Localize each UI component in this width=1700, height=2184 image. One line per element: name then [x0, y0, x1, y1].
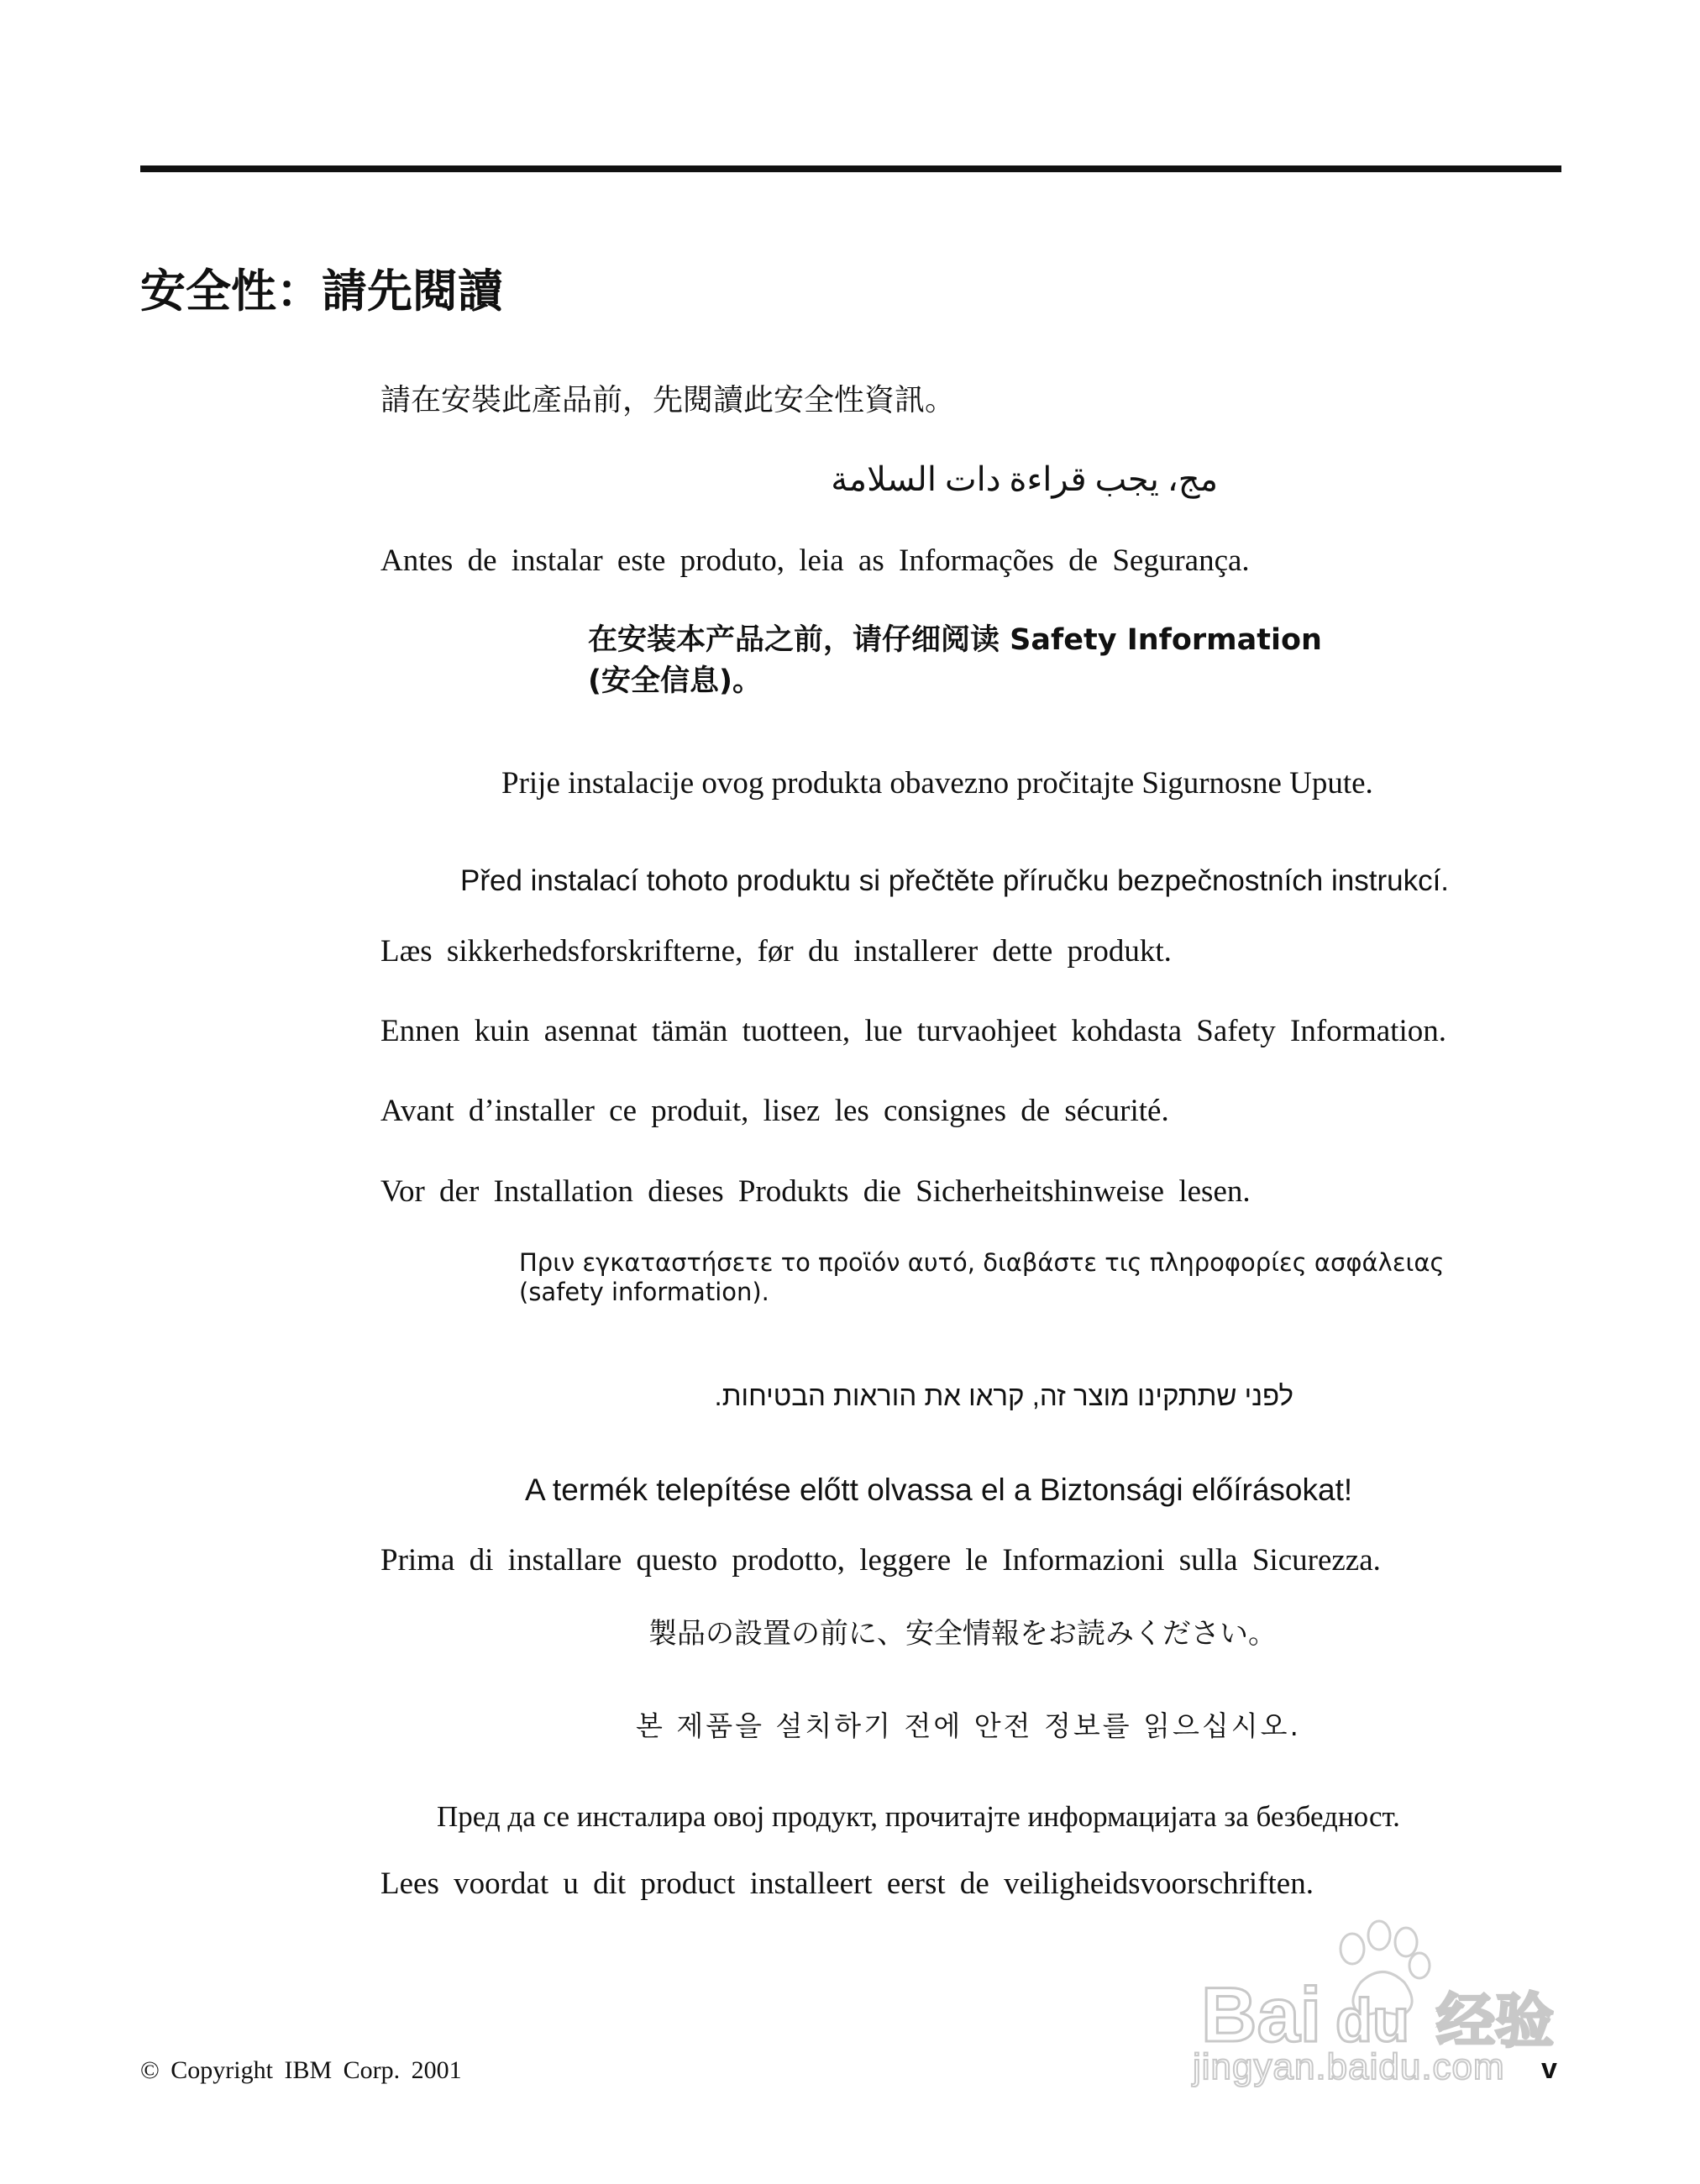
statement-chinese-simplified-1: 在安装本产品之前，请仔细阅读 Safety Information	[588, 623, 1322, 657]
statement-chinese-simplified-2: (安全信息)。	[588, 664, 762, 698]
statement-german: Vor der Installation dieses Produkts die Sicherheitshinweise lesen.	[380, 1174, 1251, 1209]
statement-greek-1: Πριν εγκαταστήσετε το προϊόν αυτό, διαβάστε τις πληροφορίες ασφάλειας	[519, 1248, 1445, 1277]
page-number: v	[1541, 2053, 1557, 2085]
svg-text:du: du	[1335, 1987, 1409, 2055]
statement-arabic: مج، يجب قراءة دات السلامة	[831, 460, 1218, 498]
statement-korean: 본 제품을 설치하기 전에 안전 정보를 읽으십시오.	[636, 1709, 1301, 1742]
statement-dutch: Lees voordat u dit product installeert eerst de veiligheidsvoorschriften.	[380, 1866, 1314, 1901]
page-title: 安全性：請先閱讀	[140, 265, 503, 318]
statement-hebrew: לפני שתתקינו מוצר זה, קראו את הוראות הבטיחות.	[714, 1380, 1293, 1411]
svg-text:经验: 经验	[1436, 1987, 1554, 2055]
header-rule	[140, 165, 1561, 172]
statement-portuguese: Antes de instalar este produto, leia as Informações de Segurança.	[380, 543, 1250, 578]
svg-text:Bai: Bai	[1201, 1972, 1322, 2058]
statement-italian: Prima di installare questo prodotto, leggere le Informazioni sulla Sicurezza.	[380, 1543, 1381, 1578]
statement-chinese-traditional: 請在安裝此產品前，先閱讀此安全性資訊。	[380, 383, 956, 417]
copyright-notice: © Copyright IBM Corp. 2001	[140, 2056, 462, 2084]
statement-greek-2: (safety information).	[519, 1278, 769, 1306]
statement-french: Avant d’installer ce produit, lisez les consignes de sécurité.	[380, 1094, 1169, 1128]
statement-czech: Před instalací tohoto produktu si přečtěte příručku bezpečnostních instrukcí.	[460, 864, 1450, 897]
statement-hungarian: A termék telepítése előtt olvassa el a Biztonsági előírásokat!	[525, 1473, 1353, 1507]
statement-japanese: 製品の設置の前に、安全情報をお読みください。	[648, 1617, 1277, 1651]
statement-finnish: Ennen kuin asennat tämän tuotteen, lue turvaohjeet kohdasta Safety Information.	[380, 1014, 1446, 1048]
watermark-url: jingyan.baidu.com	[1193, 2046, 1505, 2087]
statement-danish: Læs sikkerhedsforskrifterne, før du installerer dette produkt.	[380, 934, 1172, 969]
statement-macedonian: Пред да се инсталира овој продукт, прочитајте информацијата за безбедност.	[437, 1800, 1400, 1833]
statement-croatian: Prije instalacije ovog produkta obavezno pročitajte Sigurnosne Upute.	[501, 766, 1373, 801]
